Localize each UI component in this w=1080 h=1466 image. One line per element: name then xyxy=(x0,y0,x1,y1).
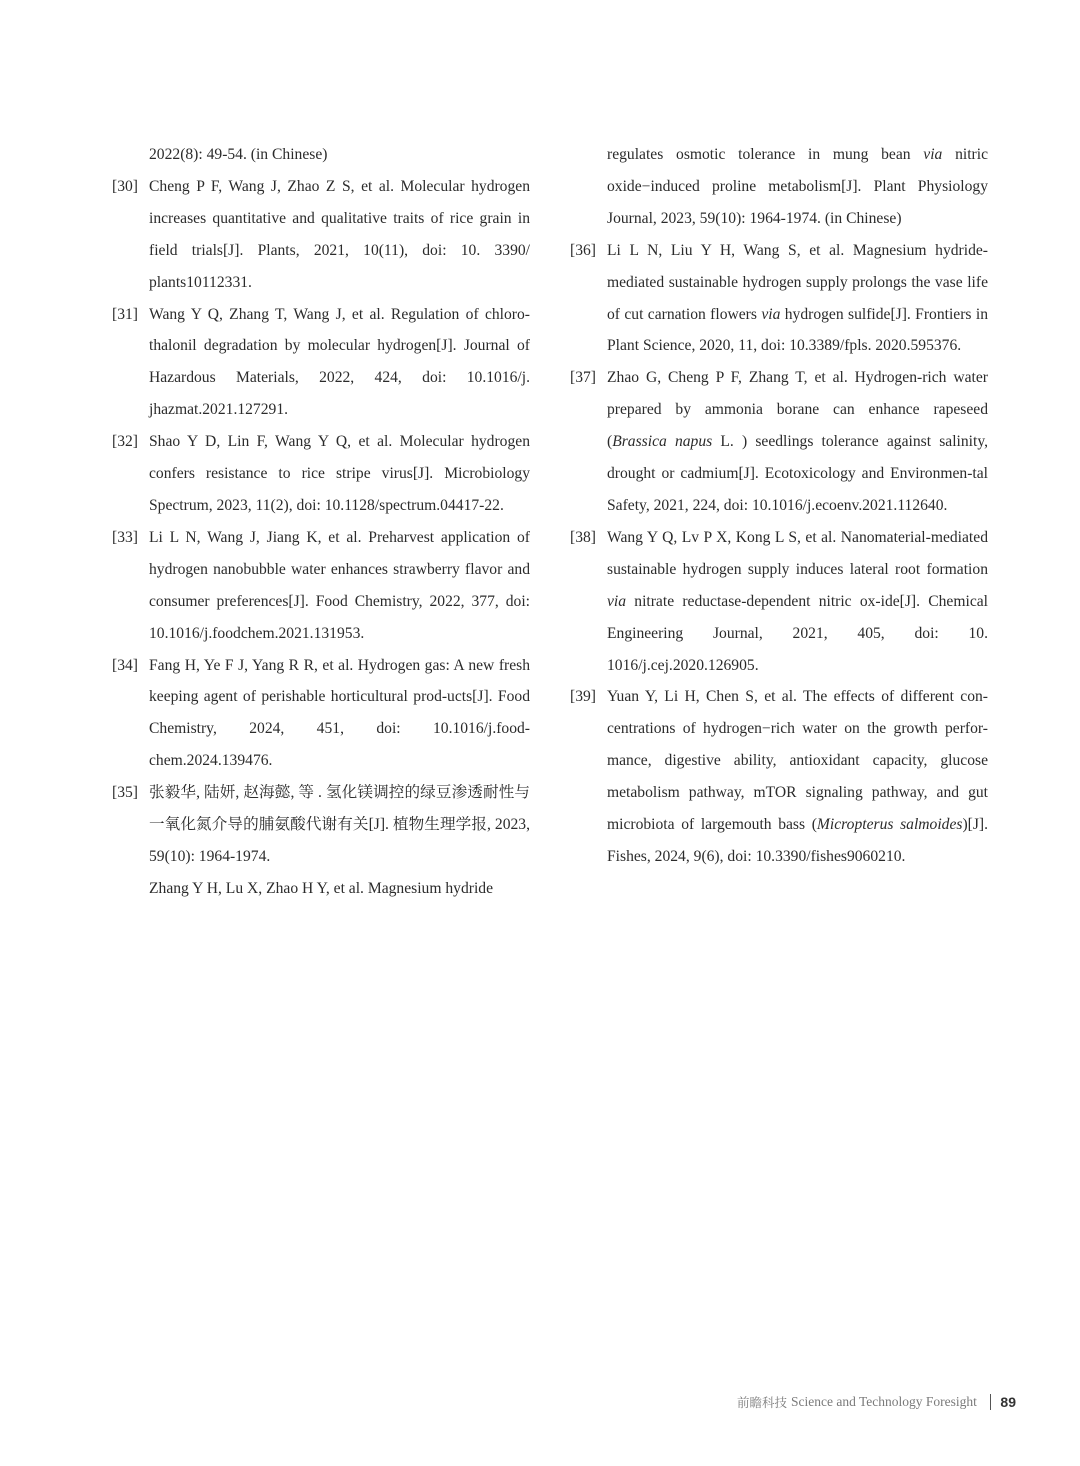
journal-name-chinese: 前瞻科技 xyxy=(737,1395,788,1410)
reference-trailing-line: Zhang Y H, Lu X, Zhao H Y, et al. Magnesium hydride xyxy=(149,879,494,897)
reference-entry xyxy=(112,650,530,778)
reference-text xyxy=(149,306,530,419)
reference-number: [39] xyxy=(570,688,596,706)
reference-text xyxy=(149,657,530,770)
reference-text-segment: Li L N, Liu Y H, Wang S, et al. Magnesium hydride-mediated sustainable hydrogen supply prolongs the vase life of cut carnation flowers xyxy=(607,241,988,323)
reference-text xyxy=(607,242,988,355)
reference-text-segment: Li L N, Wang J, Jiang K, et al. Preharvest application of hydrogen nanobubble water enhances strawberry flavor and consumer preferences[J]. Food Chemistry, 2022, 377, doi: 10.1016/j.foodchem.2021.131953. xyxy=(149,528,530,642)
italic-term: via xyxy=(607,592,627,610)
right-reference-list xyxy=(570,235,988,873)
reference-text xyxy=(149,433,530,514)
reference-entry xyxy=(112,299,530,427)
reference-text xyxy=(607,529,988,674)
reference-number: [38] xyxy=(570,528,596,546)
reference-number: [35] xyxy=(112,784,138,802)
reference-number: [34] xyxy=(112,656,138,674)
footer-divider xyxy=(990,1394,992,1410)
reference-text-segment: Fang H, Ye F J, Yang R R, et al. Hydrogen gas: A new fresh keeping agent of perishable horticultural prod-ucts[J]. Food Chemistry, 2024, 451, doi: 10.1016/j.food-chem.2024.139476. xyxy=(149,656,530,770)
reference-text-segment: Wang Y Q, Lv P X, Kong L S, et al. Nanomaterial-mediated sustainable hydrogen supply induces lateral root formation xyxy=(607,528,988,578)
reference-text-segment: )[J]. Fishes, 2024, 9(6), doi: 10.3390/fishes9060210. xyxy=(607,816,989,865)
italic-term: via xyxy=(761,305,781,323)
reference-text-segment: Cheng P F, Wang J, Zhao Z S, et al. Molecular hydrogen increases quantitative and qualitative traits of rice grain in field trials[J]. Plants, 2021, 10(11), doi: 10. 3390/ plants10112331. xyxy=(149,177,530,291)
reference-entry xyxy=(570,235,988,363)
reference-text xyxy=(149,784,530,865)
reference-entry xyxy=(112,426,530,522)
reference-text-segment: Yuan Y, Li H, Chen S, et al. The effects of different con-centrations of hydrogen−rich water on the growth perfor-mance, digestive ability, antioxidant capacity, glucose metabolism pathway, mTOR signaling pathway, and gut microbiota of largemouth bass ( xyxy=(607,688,988,834)
journal-name-english: Science and Technology Foresight xyxy=(791,1394,977,1409)
reference-text-segment: Wang Y Q, Zhang T, Wang J, et al. Regulation of chloro-thalonil degradation by molecular hydrogen[J]. Journal of Hazardous Materials, 2022, 424, doi: 10.1016/j. jhazmat.2021.127291. xyxy=(149,305,530,419)
reference-text xyxy=(149,178,530,291)
reference-entry xyxy=(570,522,988,682)
left-column xyxy=(112,139,530,905)
reference-entry xyxy=(570,362,988,522)
reference-entry xyxy=(112,171,530,299)
reference-text-segment: nitric oxide−induced proline metabolism[J]. Plant Physiology Journal, 2023, 59(10): 1964-1974. (in Chinese) xyxy=(607,146,989,227)
reference-text-segment: Shao Y D, Lin F, Wang Y Q, et al. Molecular hydrogen confers resistance to rice stripe virus[J]. Microbiology Spectrum, 2023, 11(2), doi: 10.1128/spectrum.04417-22. xyxy=(149,433,530,514)
reference-text-segment: hydrogen sulfide[J]. Frontiers in Plant Science, 2020, 11, doi: 10.3389/fpls. 2020.595376. xyxy=(607,305,988,355)
reference-text xyxy=(149,529,530,642)
right-column xyxy=(570,139,988,873)
reference-entry xyxy=(112,777,530,873)
reference-number: [36] xyxy=(570,241,596,259)
reference-number: [32] xyxy=(112,433,138,451)
reference-number: [33] xyxy=(112,528,138,546)
reference-continuation: 2022(8): 49-54. (in Chinese) xyxy=(149,146,328,163)
page-footer xyxy=(737,1393,1016,1411)
reference-text xyxy=(607,369,988,514)
reference-text-segment: regulates osmotic tolerance in mung bean xyxy=(607,146,924,163)
italic-term: via xyxy=(923,146,943,163)
reference-text-segment: Zhao G, Cheng P F, Zhang T, et al. Hydrogen-rich water prepared by ammonia borane can enhance rapeseed ( xyxy=(607,369,988,451)
reference-number: [37] xyxy=(570,369,596,387)
reference-entry xyxy=(570,681,988,872)
reference-text-segment: nitrate reductase-dependent nitric ox-ide[J]. Chemical Engineering Journal, 2021, 405, doi: 10. 1016/j.cej.2020.126905. xyxy=(607,592,988,674)
reference-entry xyxy=(112,522,530,650)
reference-number: [31] xyxy=(112,305,138,323)
italic-term: Brassica napus xyxy=(612,433,713,451)
reference-text xyxy=(607,688,988,865)
reference-number: [30] xyxy=(112,177,138,195)
reference-continuation xyxy=(570,139,988,235)
page-number: 89 xyxy=(1000,1394,1016,1410)
italic-term: Micropterus salmoides xyxy=(816,816,963,834)
reference-text-segment: L. ) seedlings tolerance against salinity, drought or cadmium[J]. Ecotoxicology and Environmen-tal Safety, 2021, 224, doi: 10.1016/j.ecoenv.2021.112640. xyxy=(607,433,988,514)
reference-text-segment: 张毅华, 陆妍, 赵海懿, 等 . 氢化镁调控的绿豆渗透耐性与一氧化氮介导的脯氨酸代谢有关[J]. 植物生理学报, 2023, 59(10): 1964-1974. xyxy=(149,784,530,865)
left-reference-list xyxy=(112,171,530,873)
